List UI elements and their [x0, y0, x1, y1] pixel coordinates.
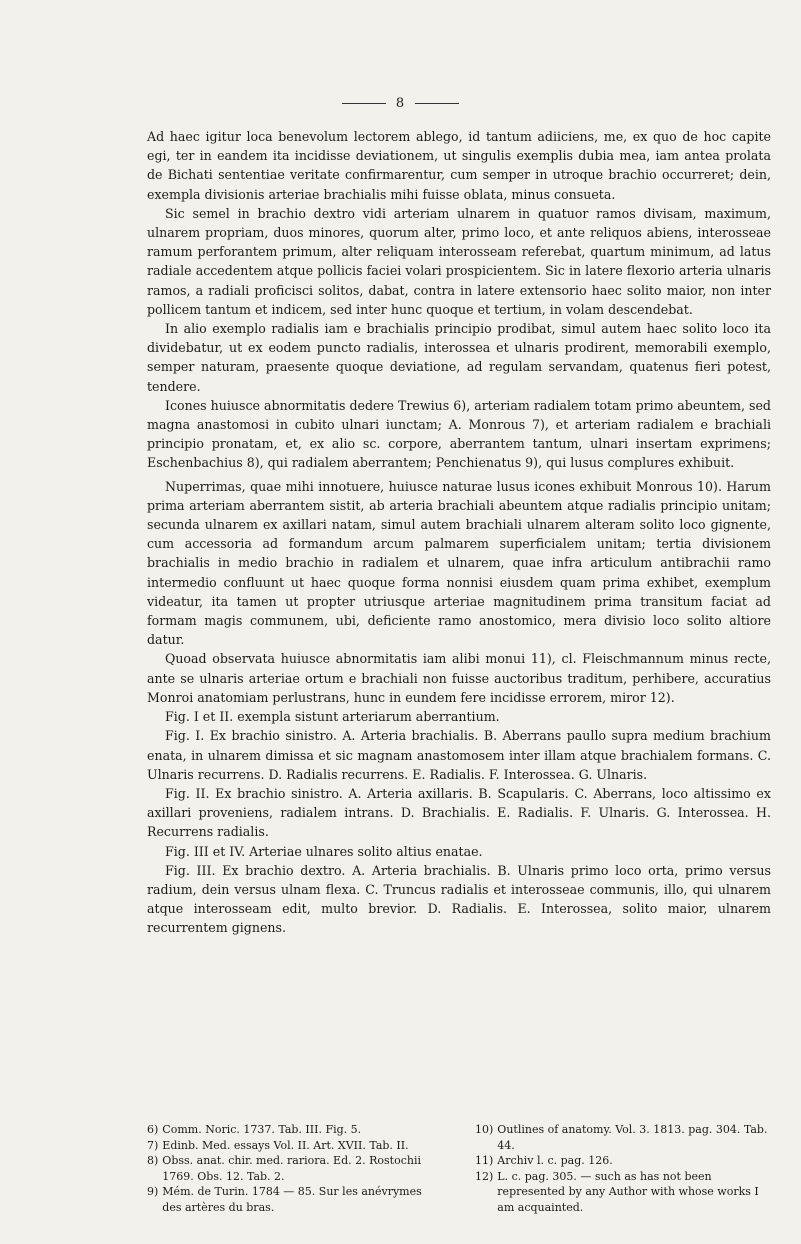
footnotes-right-column [475, 1122, 771, 1215]
page-number-value: 8 [395, 96, 406, 111]
footnote-text: Mém. de Turin. 1784 — 85. Sur les anévrymes des artères du bras. [162, 1185, 422, 1214]
paragraph: Icones huiusce abnormitatis dedere Trewius 6), arteriam radialem totam primo abeuntem, sed magna anastomosi in cubito ulnari iunctam; A. Monrous 7), et arteriam radialem e brachiali principio pronatam, et, ex alio sc. corpore, aberrantem tantum, ulnari insertam exprimens; Eschenbachius 8), qui radialem aberrantem; Penchienatus 9), qui lusus complures exhibuit. [147, 397, 771, 471]
main-text [147, 127, 771, 938]
footnote [147, 1153, 443, 1184]
footnote [475, 1153, 771, 1169]
footnote [475, 1122, 771, 1153]
footnote [147, 1184, 443, 1215]
paragraph: Nuperrimas, quae mihi innotuere, huiusce naturae lusus icones exhibuit Monrous 10). Harum prima arteriam aberrantem sistit, ab arteria brachiali abeuntem atque radialis principio unitam; secunda ulnarem ex axillari natam, simul autem brachiali ulnarem alteram solito loco gignente, cum accessoria ad formandum arcum palmarem superficialem unitam; tertia divisionem brachialis in medio brachio in radialem et ulnarem, quae infra articulum antibrachii ramo intermedio confluunt ut haec quoque forma nonnisi eiusdem quam prima exhibet, exemplum videatur, ita tamen ut propter utriusque arteriae magnitudinem prima transitum faciat ad formam magis communem, ubi, deficiente ramo anostomico, mera divisio loco solito altiore datur. [147, 478, 771, 648]
footnotes [147, 1122, 771, 1215]
footnote-number: 6) [147, 1123, 159, 1136]
footnote-text: Archiv l. c. pag. 126. [497, 1154, 613, 1167]
footnote-number: 10) [475, 1123, 494, 1136]
page-number [0, 96, 801, 111]
paragraph: In alio exemplo radialis iam e brachialis principio prodibat, simul autem haec solito loco ita dividebatur, ut ex eodem puncto radialis, interossea et ulnaris prodirent, memorabili exemplo, semper naturam, praesente quoque deviatione, ad regulam servandam, quatenus fieri potest, tendere. [147, 321, 771, 394]
footnote-number: 7) [147, 1138, 159, 1152]
footnote-number: 11) [475, 1154, 494, 1167]
figure-caption: Fig. I. Ex brachio sinistro. A. Arteria brachialis. B. Aberrans paullo supra medium brachium enata, in ulnarem dimissa et sic magnam anastomosem inter illam atque brachialem formans. C. Ulnaris recurrens. D. Radialis recurrens. E. Radialis. F. Interossea. G. Ulnaris. [147, 728, 771, 782]
figure-caption: Fig. II. Ex brachio sinistro. A. Arteria axillaris. B. Scapularis. C. Aberrans, loco altissimo ex axillari proveniens, radialem intrans. D. Brachialis. E. Radialis. F. Ulnaris. G. Interossea. H. Recurrens radialis. [147, 785, 771, 840]
paragraph: Ad haec igitur loca benevolum lectorem ablego, id tantum adiiciens, me, ex quo de hoc capite egi, ter in eandem ita incidisse deviationem, ut singulis exemplis dubia mea, iam antea prolata de Bichati sententiae veritate confirmarentur, cum semper in utroque brachio occurreret; dein, exempla divisionis arteriae brachialis mihi fuisse oblata, minus consueta. [147, 129, 771, 202]
footnote-text: L. c. pag. 305. — such as has not been represented by any Author with whose works I am acquainted. [497, 1169, 759, 1214]
figure-caption: Fig. III. Ex brachio dextro. A. Arteria brachialis. B. Ulnaris primo loco orta, primo versus radium, dein versus ulnam flexa. C. Truncus radialis et interosseae communis, illo, qui ulnarem atque interosseam edit, multo brevior. D. Radialis. E. Interossea, solito maior, ulnarem recurrentem gignens. [147, 862, 771, 936]
paragraph: Sic semel in brachio dextro vidi arteriam ulnarem in quatuor ramos divisam, maximum, ulnarem propriam, duos minores, quorum alter, primo loco, et ante reliquos abiens, interosseae ramum perforantem primum, alter reliquam interosseam referebat, quartum minimum, ad latus radiale accedentem atque pollicis faciei volari prospicientem. Sic in latere flexorio arteria ulnaris ramos, a radiali proficisci solitos, dabat, contra in latere extensorio haec solito maior, non inter pollicem tantum et indicem, sed inter hunc quoque et tertium, in volam descendebat. [147, 205, 771, 317]
footnote-number: 8) [147, 1154, 159, 1167]
footnote-text: Comm. Noric. 1737. Tab. III. Fig. 5. [162, 1123, 362, 1136]
footnote-number: 12) [475, 1169, 494, 1183]
footnote-text: Edinb. Med. essays Vol. II. Art. XVII. Tab. II. [162, 1138, 409, 1152]
paragraph: Quoad observata huiusce abnormitatis iam alibi monui 11), cl. Fleischmannum minus recte, ante se ulnaris arteriae ortum e brachiali non fuisse auctoribus traditum, perhibere, accuratius Monroi anatomiam perlustrans, hunc in eundem fere incidisse errorem, miror 12). [147, 651, 771, 705]
header-rule-right [415, 103, 459, 104]
footnote-number: 9) [147, 1185, 159, 1198]
footnotes-left-column [147, 1122, 443, 1215]
footnote-text: Obss. anat. chir. med. rariora. Ed. 2. Rostochii 1769. Obs. 12. Tab. 2. [162, 1154, 421, 1183]
footnote [475, 1169, 771, 1216]
figure-caption: Fig. I et II. exempla sistunt arteriarum aberrantium. [165, 709, 500, 725]
header-rule-left [342, 103, 386, 104]
footnote [147, 1122, 443, 1138]
footnote [147, 1138, 443, 1154]
figure-caption: Fig. III et IV. Arteriae ulnares solito altius enatae. [165, 843, 483, 859]
footnote-text: Outlines of anatomy. Vol. 3. 1813. pag. 304. Tab. 44. [497, 1123, 768, 1152]
